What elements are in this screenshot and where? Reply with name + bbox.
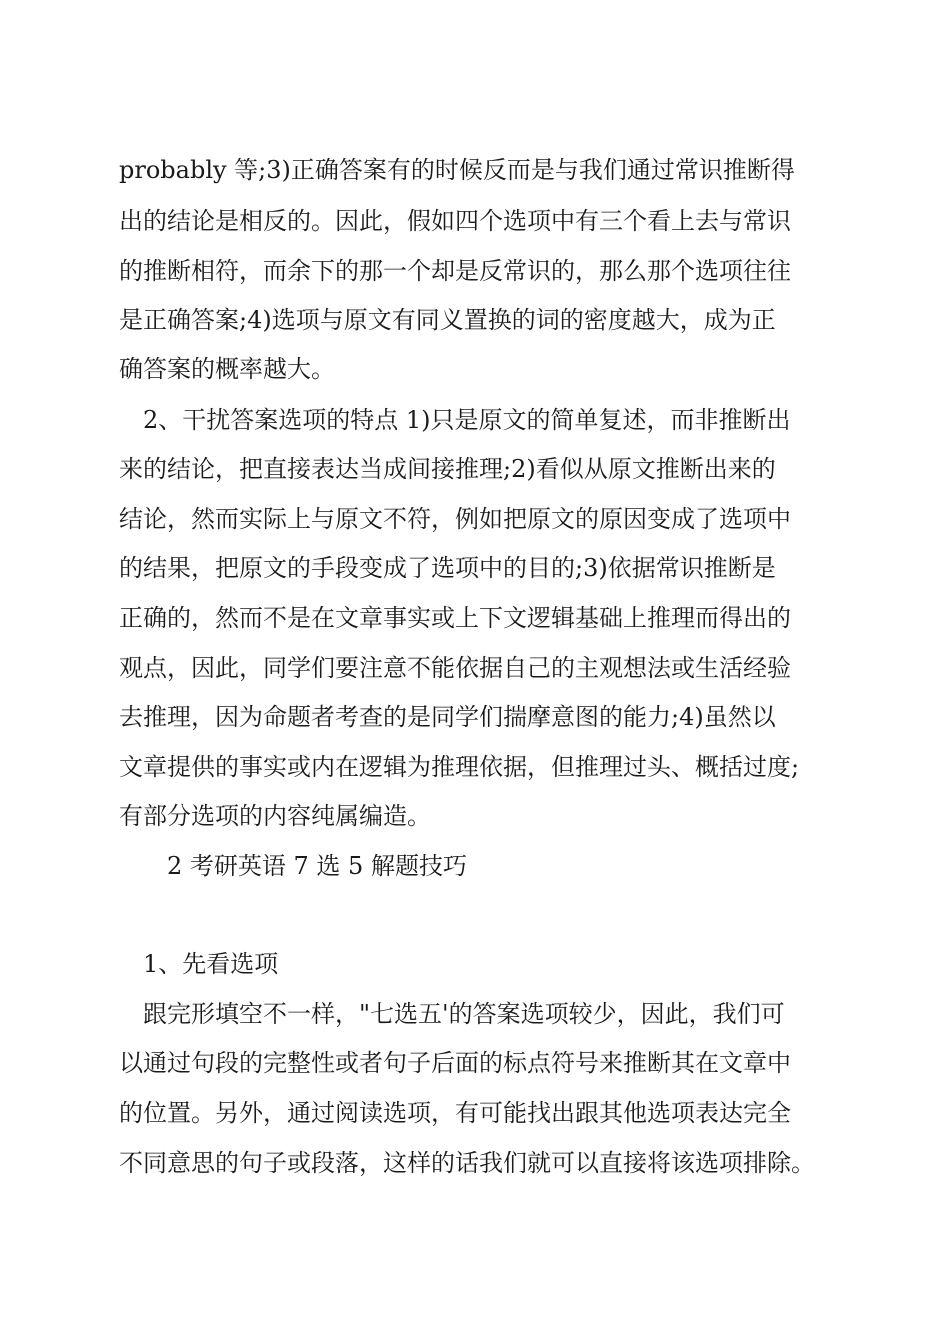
paragraph-2-line-7: 去推理，因为命题者考查的是同学们揣摩意图的能力;4)虽然以 xyxy=(119,703,776,731)
paragraph-2-line-9: 有部分选项的内容纯属编造。 xyxy=(119,802,431,830)
paragraph-2-line-4: 的结果，把原文的手段变成了选项中的目的;3)依据常识推断是 xyxy=(119,554,776,582)
subheading: 1、先看选项 xyxy=(143,950,279,978)
paragraph-1-line-1: probably 等;3)正确答案有的时候反而是与我们通过常识推断得 xyxy=(119,156,795,184)
paragraph-3-line-4: 不同意思的句子或段落，这样的话我们就可以直接将该选项排除。 xyxy=(119,1149,815,1177)
paragraph-2-line-8: 文章提供的事实或内在逻辑为推理依据，但推理过头、概括过度; xyxy=(119,753,800,781)
paragraph-1-line-3: 的推断相符，而余下的那一个却是反常识的，那么那个选项往往 xyxy=(119,257,791,285)
paragraph-3-line-3: 的位置。另外，通过阅读选项，有可能找出跟其他选项表达完全 xyxy=(119,1099,791,1127)
paragraph-1-line-5: 确答案的概率越大。 xyxy=(119,355,335,383)
paragraph-1-line-4: 是正确答案;4)选项与原文有同义置换的词的密度越大，成为正 xyxy=(119,306,776,334)
paragraph-2-line-1: 2、干扰答案选项的特点 1)只是原文的简单复述，而非推断出 xyxy=(143,406,791,434)
paragraph-3-line-1: 跟完形填空不一样，"七选五'的答案选项较少，因此，我们可 xyxy=(143,1000,785,1028)
paragraph-2-line-6: 观点，因此，同学们要注意不能依据自己的主观想法或生活经验 xyxy=(119,654,791,682)
paragraph-2-line-2: 来的结论，把直接表达当成间接推理;2)看似从原文推断出来的 xyxy=(119,455,776,483)
paragraph-3-line-2: 以通过句段的完整性或者句子后面的标点符号来推断其在文章中 xyxy=(119,1049,791,1077)
paragraph-2-line-3: 结论，然而实际上与原文不符，例如把原文的原因变成了选项中 xyxy=(119,505,791,533)
paragraph-2-line-5: 正确的，然而不是在文章事实或上下文逻辑基础上推理而得出的 xyxy=(119,604,791,632)
section-heading: 2 考研英语 7 选 5 解题技巧 xyxy=(167,852,467,880)
paragraph-1-line-2: 出的结论是相反的。因此，假如四个选项中有三个看上去与常识 xyxy=(119,207,791,235)
